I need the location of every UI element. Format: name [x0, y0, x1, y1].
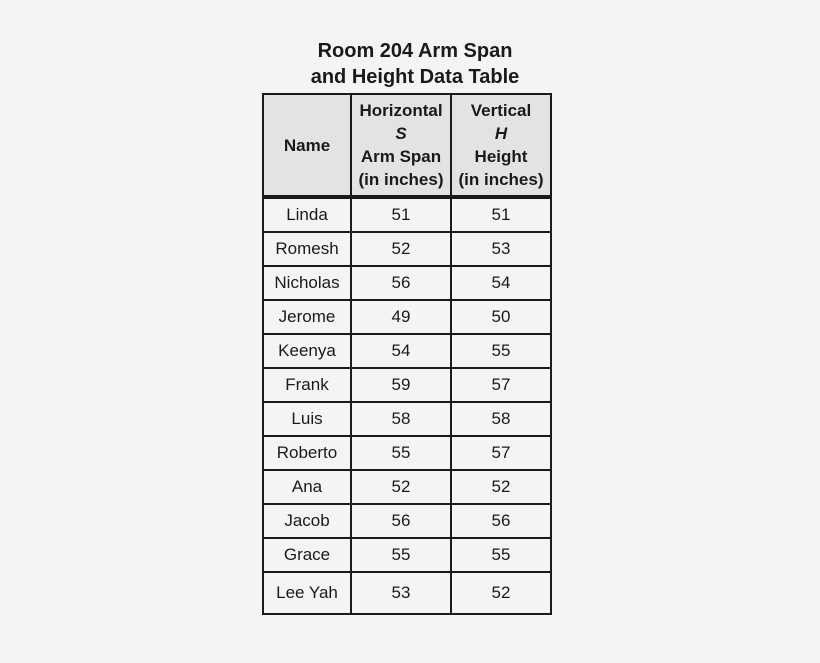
cell-name: Jerome: [263, 300, 351, 334]
table-row: [263, 368, 551, 402]
cell-arm-span: 55: [351, 538, 451, 572]
cell-height: 52: [451, 572, 551, 614]
header-arm-span-line-1: Horizontal: [359, 101, 443, 120]
cell-arm-span: 54: [351, 334, 451, 368]
cell-height: 51: [451, 197, 551, 232]
cell-name: Jacob: [263, 504, 351, 538]
cell-name: Nicholas: [263, 266, 351, 300]
cell-name: Linda: [263, 197, 351, 232]
title-line-2: and Height Data Table: [310, 66, 520, 88]
header-name: Name: [263, 94, 351, 197]
table-row: [263, 197, 551, 232]
header-height: [451, 94, 551, 197]
cell-name: Keenya: [263, 334, 351, 368]
cell-arm-span: 56: [351, 504, 451, 538]
cell-name: Roberto: [263, 436, 351, 470]
header-height-unit: (in inches): [458, 170, 544, 189]
cell-name: Ana: [263, 470, 351, 504]
cell-arm-span: 55: [351, 436, 451, 470]
cell-height: 55: [451, 334, 551, 368]
header-height-line-1: Vertical: [470, 101, 532, 120]
table-row: [263, 572, 551, 614]
cell-height: 58: [451, 402, 551, 436]
title-line-1: Room 204 Arm Span: [317, 40, 513, 62]
table-row: [263, 334, 551, 368]
cell-arm-span: 56: [351, 266, 451, 300]
table-row: [263, 300, 551, 334]
table-row: [263, 436, 551, 470]
table-title: [0, 38, 820, 90]
header-height-line-3: Height: [474, 147, 528, 166]
cell-height: 50: [451, 300, 551, 334]
cell-height: 55: [451, 538, 551, 572]
cell-height: 54: [451, 266, 551, 300]
table-row: [263, 538, 551, 572]
cell-arm-span: 52: [351, 470, 451, 504]
table-row: [263, 232, 551, 266]
cell-name: Grace: [263, 538, 351, 572]
header-arm-span: [351, 94, 451, 197]
cell-arm-span: 58: [351, 402, 451, 436]
table-row: [263, 470, 551, 504]
data-table: [262, 93, 552, 615]
cell-height: 53: [451, 232, 551, 266]
table-body: [263, 197, 551, 614]
cell-name: Lee Yah: [263, 572, 351, 614]
cell-arm-span: 51: [351, 197, 451, 232]
cell-name: Frank: [263, 368, 351, 402]
header-row: [263, 94, 551, 197]
table-row: [263, 504, 551, 538]
header-arm-span-unit: (in inches): [358, 170, 444, 189]
cell-arm-span: 53: [351, 572, 451, 614]
cell-name: Luis: [263, 402, 351, 436]
cell-arm-span: 59: [351, 368, 451, 402]
cell-arm-span: 49: [351, 300, 451, 334]
cell-name: Romesh: [263, 232, 351, 266]
cell-arm-span: 52: [351, 232, 451, 266]
header-arm-span-variable: S: [395, 124, 407, 143]
table-row: [263, 402, 551, 436]
header-arm-span-line-3: Arm Span: [360, 147, 442, 166]
cell-height: 57: [451, 436, 551, 470]
header-height-variable: H: [494, 124, 508, 143]
cell-height: 52: [451, 470, 551, 504]
cell-height: 57: [451, 368, 551, 402]
cell-height: 56: [451, 504, 551, 538]
table-row: [263, 266, 551, 300]
